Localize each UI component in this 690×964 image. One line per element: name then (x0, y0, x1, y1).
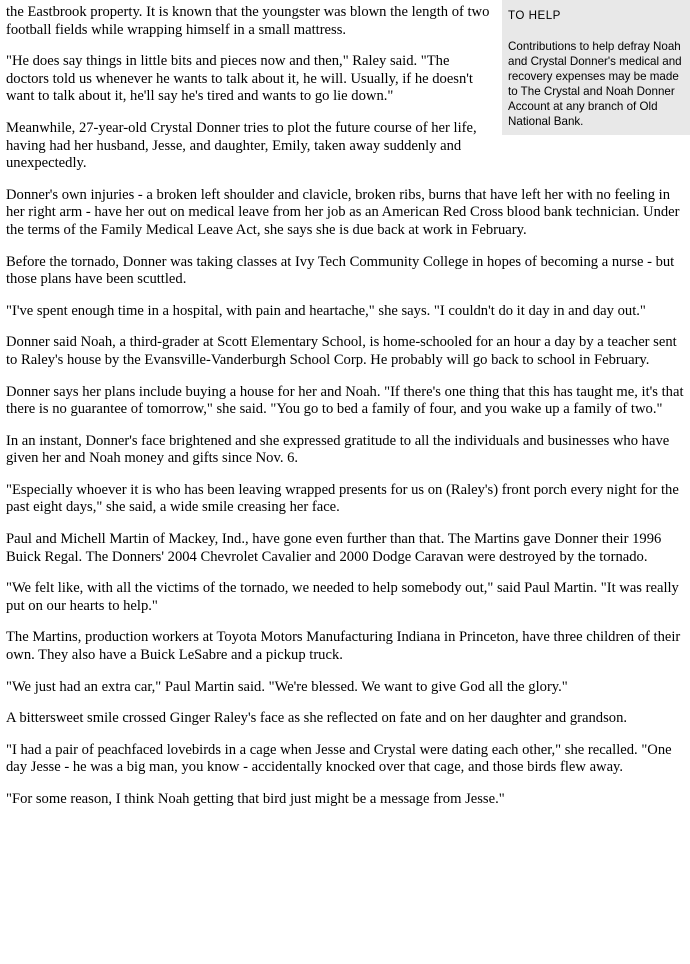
paragraph: the Eastbrook property. It is known that the youngster was blown the length of two football fields while wrapping himself in a small mattress. (6, 4, 490, 38)
paragraph: "I had a pair of peachfaced lovebirds in a cage when Jesse and Crystal were dating each other," she recalled. "One day Jesse - he was a big man, you know - accidentally knocked over that cage, and those birds flew away. (6, 741, 672, 776)
paragraph: Donner says her plans include buying a house for her and Noah. "If there's one thing that this has taught me, it's that there is no guarantee of tomorrow," she said. "You go to bed a family of four, and you wake up a family of two." (6, 383, 684, 418)
sidebar-title: TO HELP (508, 9, 561, 22)
to-help-sidebar (502, 0, 690, 135)
paragraph: A bittersweet smile crossed Ginger Raley's face as she reflected on fate and on her daughter and grandson. (6, 710, 628, 727)
paragraph: In an instant, Donner's face brightened and she expressed gratitude to all the individuals and businesses who have given her and Noah money and gifts since Nov. 6. (6, 432, 670, 467)
paragraph: Before the tornado, Donner was taking classes at Ivy Tech Community College in hopes of becoming a nurse - but those plans have been scuttled. (6, 253, 675, 288)
paragraph: "Especially whoever it is who has been leaving wrapped presents for us on (Raley's) front porch every night for the past eight days," she said, a wide smile creasing her face. (6, 481, 679, 516)
paragraph: "We felt like, with all the victims of the tornado, we needed to help somebody out," said Paul Martin. "It was really put on our hearts to help." (6, 580, 679, 614)
article-body (6, 4, 688, 823)
sidebar-body: Contributions to help defray Noah and Crystal Donner's medical and recovery expenses may be made to The Crystal and Noah Donner Account at any branch of Old National Bank. (508, 40, 682, 128)
paragraph: Meanwhile, 27-year-old Crystal Donner tries to plot the future course of her life, having had her husband, Jesse, and daughter, Emily, taken away suddenly and unexpectedly. (6, 119, 477, 172)
paragraph: Donner's own injuries - a broken left shoulder and clavicle, broken ribs, burns that have left her with no feeling in her right arm - have her out on medical leave from her job as an American Red Cross blood bank technician. Under the terms of the Family Medical Leave Act, she says she is due back at work in February. (6, 186, 680, 238)
paragraph: "We just had an extra car," Paul Martin said. "We're blessed. We want to give God all the glory." (6, 678, 568, 695)
paragraph: Donner said Noah, a third-grader at Scott Elementary School, is home-schooled for an hour a day by a teacher sent to Raley's house by the Evansville-Vanderburgh School Corp. He probably will go back to school in February. (6, 334, 677, 368)
paragraph: "For some reason, I think Noah getting that bird just might be a message from Jesse." (6, 791, 505, 807)
paragraph: The Martins, production workers at Toyota Motors Manufacturing Indiana in Princeton, have three children of their own. They also have a Buick LeSabre and a pickup truck. (6, 629, 681, 664)
paragraph: "I've spent enough time in a hospital, with pain and heartache," she says. "I couldn't do it day in and day out." (6, 302, 646, 319)
paragraph: Paul and Michell Martin of Mackey, Ind., have gone even further than that. The Martins gave Donner their 1996 Buick Regal. The Donners' 2004 Chevrolet Cavalier and 2000 Dodge Caravan were destroyed by the tornado. (6, 531, 662, 565)
paragraph: "He does say things in little bits and pieces now and then," Raley said. "The doctors told us whenever he wants to talk about it, he will. Usually, if he doesn't want to talk about it, he'll say he's tired and wants to go lie down." (6, 53, 473, 105)
